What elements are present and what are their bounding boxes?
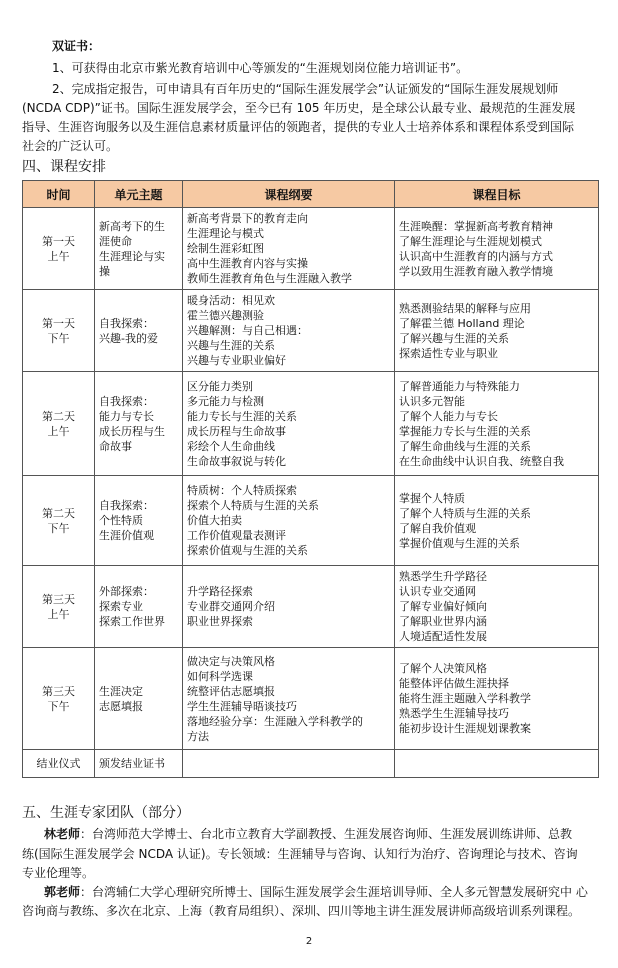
goals-cell-line: 能初步设计生涯规划课教案 bbox=[399, 722, 531, 735]
theme-cell-line: 兴趣-我的爱 bbox=[99, 331, 158, 345]
goals-cell-line: 了解个人特质与生涯的关系 bbox=[399, 506, 531, 520]
theme-cell-line: 新高考下的生 bbox=[99, 219, 165, 233]
time-cell-line: 第三天 bbox=[42, 592, 75, 606]
time-cell-line: 第二天 bbox=[42, 409, 75, 423]
cert-item-2-line-2: (NCDA CDP)”证书。国际生涯发展学会，至今已有 105 年历史，是全球公认最专业、最规范的生涯发展 bbox=[22, 101, 576, 115]
expert-1-line-2: 练(国际生涯发展学会 NCDA 认证)。专长领域：生涯辅导与咨询、认知行为治疗、咨询理论与技术、咨询 bbox=[22, 847, 578, 861]
goals-cell-line: 了解自我价值观 bbox=[399, 521, 476, 535]
outline-cell-line: 兴趣与生涯的关系 bbox=[187, 339, 275, 352]
header-theme: 单元主题 bbox=[95, 181, 183, 208]
goals-cell bbox=[395, 648, 599, 750]
theme-cell-line: 涯使命 bbox=[99, 234, 132, 248]
time-cell bbox=[23, 566, 95, 648]
outline-cell-line: 生命故事叙说与转化 bbox=[187, 454, 286, 468]
theme-cell bbox=[95, 372, 183, 476]
theme-cell-line: 自我探索： bbox=[99, 499, 154, 512]
time-cell-line: 第一天 bbox=[42, 316, 75, 330]
outline-cell-line: 统整评估志愿填报 bbox=[187, 684, 275, 698]
section-5-title: 五、生涯专家团队（部分） bbox=[22, 805, 190, 821]
theme-cell bbox=[95, 750, 183, 778]
goals-cell-line: 了解普通能力与特殊能力 bbox=[399, 379, 520, 393]
cert-item-2-line-3: 指导、生涯咨询服务以及生涯信息素材质量评估的领跑者，提供的专业人士培养体系和课程体系受到国际 bbox=[22, 120, 575, 134]
outline-cell-line: 学生生涯辅导晤谈技巧 bbox=[187, 699, 297, 713]
outline-cell-line: 霍兰德兴趣测验 bbox=[187, 309, 264, 322]
goals-cell-line: 了解兴趣与生涯的关系 bbox=[399, 331, 509, 345]
outline-cell bbox=[183, 372, 395, 476]
time-cell-line: 上午 bbox=[47, 424, 70, 438]
expert-1-line-1: ：台湾师范大学博士、台北市立教育大学副教授、生涯发展咨询师、生涯发展训练讲师、总教 bbox=[80, 827, 573, 841]
theme-cell bbox=[95, 208, 183, 290]
cert-item-2-line-4: 社会的广泛认可。 bbox=[22, 139, 119, 153]
theme-cell-line: 能力与专长 bbox=[99, 409, 154, 423]
goals-cell bbox=[395, 476, 599, 566]
outline-cell-line: 新高考背景下的教育走向 bbox=[187, 212, 308, 225]
theme-cell-line: 颁发结业证书 bbox=[99, 757, 165, 770]
outline-cell-line: 多元能力与检测 bbox=[187, 394, 264, 408]
time-cell-line: 下午 bbox=[47, 331, 70, 345]
outline-cell-line: 能力专长与生涯的关系 bbox=[187, 409, 297, 423]
outline-cell bbox=[183, 566, 395, 648]
outline-cell-line: 彩绘个人生命曲线 bbox=[187, 439, 275, 453]
outline-cell-line: 教师生涯教育角色与生涯融入教学 bbox=[187, 272, 352, 285]
outline-cell-line: 兴趣解测：与自己相遇： bbox=[187, 324, 308, 337]
theme-cell bbox=[95, 648, 183, 750]
outline-cell-line: 方法 bbox=[187, 729, 209, 743]
theme-cell-line: 自我探索： bbox=[99, 394, 154, 408]
outline-cell bbox=[183, 648, 395, 750]
outline-cell bbox=[183, 208, 395, 290]
goals-cell-line: 探索适性专业与职业 bbox=[399, 346, 498, 360]
outline-cell-line: 工作价值观量表测评 bbox=[187, 529, 286, 542]
goals-cell-line: 认识专业交通网 bbox=[399, 585, 476, 598]
theme-cell-line: 探索专业 bbox=[99, 600, 143, 613]
outline-cell-line: 职业世界探索 bbox=[187, 615, 253, 628]
goals-cell-line: 了解生涯理论与生涯规划模式 bbox=[399, 234, 542, 248]
time-cell-line: 下午 bbox=[47, 699, 70, 713]
table-row bbox=[23, 208, 599, 290]
header-outline: 课程纲要 bbox=[183, 181, 395, 208]
expert-2 bbox=[44, 884, 588, 901]
goals-cell-line: 掌握价值观与生涯的关系 bbox=[399, 536, 520, 550]
goals-cell-line: 在生命曲线中认识自我、统整自我 bbox=[399, 454, 564, 468]
goals-cell-line: 了解个人决策风格 bbox=[399, 662, 487, 675]
goals-cell-line: 能将生涯主题融入学科教学 bbox=[399, 692, 531, 705]
table-row bbox=[23, 750, 599, 778]
outline-cell-line: 兴趣与专业职业偏好 bbox=[187, 354, 286, 367]
goals-cell-line: 了解霍兰德 Holland 理论 bbox=[399, 316, 525, 330]
table-row bbox=[23, 290, 599, 372]
theme-cell bbox=[95, 566, 183, 648]
theme-cell-line: 自我探索： bbox=[99, 316, 154, 330]
time-cell-line: 上午 bbox=[47, 249, 70, 263]
expert-2-line-2: 咨询商与教练、多次在北京、上海（教育局组织）、深圳、四川等地主讲生涯发展讲师高级培训系列课程。 bbox=[22, 904, 581, 918]
time-cell-line: 第二天 bbox=[42, 506, 75, 520]
outline-cell-line: 成长历程与生命故事 bbox=[187, 424, 286, 438]
time-cell-line: 第一天 bbox=[42, 234, 75, 248]
outline-cell-line: 生涯理论与模式 bbox=[187, 227, 264, 240]
time-cell bbox=[23, 290, 95, 372]
time-cell bbox=[23, 648, 95, 750]
goals-cell-line: 能整体评估做生涯抉择 bbox=[399, 677, 509, 690]
theme-cell-line: 生涯决定 bbox=[99, 684, 143, 698]
goals-cell-line: 掌握能力专长与生涯的关系 bbox=[399, 424, 531, 438]
goals-cell bbox=[395, 750, 599, 778]
outline-cell-line: 做决定与决策风格 bbox=[187, 654, 275, 668]
table-row bbox=[23, 566, 599, 648]
goals-cell-line: 了解专业偏好倾向 bbox=[399, 600, 487, 613]
time-cell-line: 上午 bbox=[47, 607, 70, 621]
outline-cell-line: 绘制生涯彩虹图 bbox=[187, 242, 264, 255]
outline-cell-line: 落地经验分享：生涯融入学科教学的 bbox=[187, 714, 363, 728]
cert-heading: 双证书： bbox=[52, 39, 101, 53]
goals-cell-line: 认识高中生涯教育的内涵与方式 bbox=[399, 249, 553, 263]
expert-1-line-3: 专业伦理等。 bbox=[22, 866, 95, 880]
page-number: 2 bbox=[305, 936, 313, 947]
theme-cell-line: 生涯价值观 bbox=[99, 529, 154, 542]
header-goals: 课程目标 bbox=[395, 181, 599, 208]
goals-cell-line: 了解个人能力与专长 bbox=[399, 409, 498, 423]
course-schedule-table bbox=[22, 180, 599, 778]
goals-cell bbox=[395, 290, 599, 372]
goals-cell bbox=[395, 372, 599, 476]
theme-cell-line: 成长历程与生 bbox=[99, 424, 165, 438]
time-cell bbox=[23, 476, 95, 566]
theme-cell-line: 操 bbox=[99, 264, 110, 278]
outline-cell bbox=[183, 476, 395, 566]
outline-cell bbox=[183, 750, 395, 778]
goals-cell-line: 人境适配适性发展 bbox=[399, 630, 487, 643]
outline-cell-line: 高中生涯教育内容与实操 bbox=[187, 257, 308, 270]
time-cell bbox=[23, 750, 95, 778]
goals-cell-line: 了解生命曲线与生涯的关系 bbox=[399, 439, 531, 453]
outline-cell bbox=[183, 290, 395, 372]
theme-cell bbox=[95, 476, 183, 566]
theme-cell-line: 命故事 bbox=[99, 439, 132, 453]
outline-cell-line: 如何科学选课 bbox=[187, 669, 253, 683]
goals-cell-line: 掌握个人特质 bbox=[399, 491, 465, 505]
goals-cell bbox=[395, 566, 599, 648]
goals-cell-line: 了解职业世界内涵 bbox=[399, 615, 487, 628]
outline-cell-line: 区分能力类别 bbox=[187, 379, 253, 393]
goals-cell-line: 熟悉学生升学路径 bbox=[399, 570, 487, 583]
cert-item-2-line-1: 2、完成指定报告，可申请具有百年历史的“国际生涯发展学会”认证颁发的“国际生涯发展规划师 bbox=[52, 82, 559, 96]
expert-1 bbox=[44, 826, 572, 843]
theme-cell-line: 个性特质 bbox=[99, 514, 143, 527]
expert-1-name: 林老师 bbox=[44, 827, 81, 841]
time-cell bbox=[23, 372, 95, 476]
goals-cell-line: 认识多元智能 bbox=[399, 394, 465, 408]
outline-cell-line: 价值大拍卖 bbox=[187, 514, 242, 527]
header-time: 时间 bbox=[23, 181, 95, 208]
goals-cell-line: 熟悉学生生涯辅导技巧 bbox=[399, 707, 509, 720]
expert-2-line-1: ：台湾辅仁大学心理研究所博士、国际生涯发展学会生涯培训导师、全人多元智慧发展研究中 心 bbox=[80, 885, 588, 899]
theme-cell-line: 外部探索： bbox=[99, 585, 154, 598]
goals-cell-line: 熟悉测验结果的解释与应用 bbox=[399, 301, 531, 315]
time-cell-line: 第三天 bbox=[42, 684, 75, 698]
goals-cell-line: 学以致用生涯教育融入教学情境 bbox=[399, 264, 553, 278]
table-row bbox=[23, 372, 599, 476]
table-header-row bbox=[23, 181, 599, 208]
outline-cell-line: 探索个人特质与生涯的关系 bbox=[187, 499, 319, 512]
outline-cell-line: 探索价值观与生涯的关系 bbox=[187, 544, 308, 557]
goals-cell-line: 生涯唤醒：掌握新高考教育精神 bbox=[399, 219, 553, 233]
theme-cell-line: 探索工作世界 bbox=[99, 615, 165, 628]
outline-cell-line: 特质树：个人特质探索 bbox=[187, 484, 297, 497]
table-row bbox=[23, 648, 599, 750]
expert-2-name: 郭老师 bbox=[44, 885, 81, 899]
time-cell-line: 下午 bbox=[47, 521, 70, 535]
theme-cell-line: 志愿填报 bbox=[99, 699, 143, 713]
cert-item-1: 1、可获得由北京市紫光教育培训中心等颁发的“生涯规划岗位能力培训证书”。 bbox=[52, 61, 469, 75]
outline-cell-line: 专业群交通网介绍 bbox=[187, 600, 275, 613]
time-cell bbox=[23, 208, 95, 290]
goals-cell bbox=[395, 208, 599, 290]
section-4-title: 四、课程安排 bbox=[22, 159, 106, 175]
outline-cell-line: 暖身活动：相见欢 bbox=[187, 294, 275, 307]
table-row bbox=[23, 476, 599, 566]
theme-cell bbox=[95, 290, 183, 372]
theme-cell-line: 生涯理论与实 bbox=[99, 249, 165, 263]
outline-cell-line: 升学路径探索 bbox=[187, 585, 253, 598]
time-cell-line: 结业仪式 bbox=[36, 757, 81, 770]
